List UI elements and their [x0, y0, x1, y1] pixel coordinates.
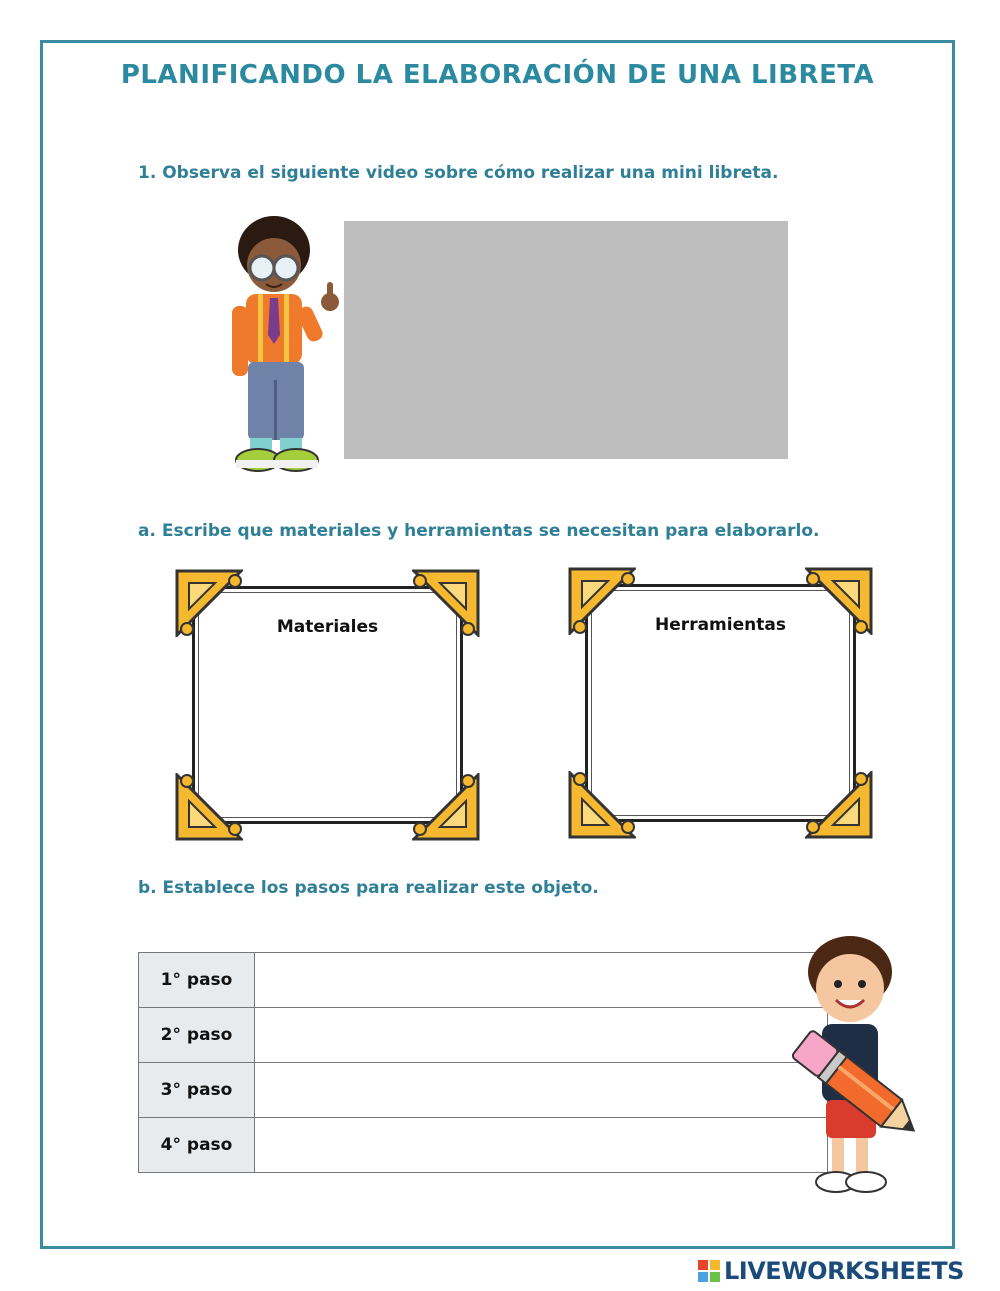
tools-box[interactable] — [568, 567, 873, 839]
table-row — [139, 953, 828, 1008]
materials-box[interactable] — [175, 569, 480, 841]
boy-with-pencil-illustration — [770, 932, 930, 1197]
brand-footer — [698, 1256, 964, 1286]
step-label: 4° paso — [139, 1118, 255, 1173]
corner-ornament-icon — [568, 771, 636, 839]
liveworksheets-logo-icon — [698, 1260, 720, 1282]
boy-pointing-illustration — [228, 210, 340, 485]
page-title: PLANIFICANDO LA ELABORACIÓN DE UNA LIBRETA — [120, 60, 875, 90]
video-placeholder[interactable] — [344, 221, 788, 459]
step-label: 1° paso — [139, 953, 255, 1008]
corner-ornament-icon — [805, 771, 873, 839]
table-row — [139, 1063, 828, 1118]
step-answer-field[interactable] — [255, 1063, 828, 1118]
instruction-video: 1. Observa el siguiente video sobre cómo realizar una mini libreta. — [138, 163, 779, 183]
tools-label: Herramientas — [655, 615, 786, 635]
step-label: 2° paso — [139, 1008, 255, 1063]
step-answer-field[interactable] — [255, 1118, 828, 1173]
instruction-materials: a. Escribe que materiales y herramientas se necesitan para elaborarlo. — [138, 521, 820, 541]
instruction-steps: b. Establece los pasos para realizar este objeto. — [138, 878, 599, 898]
corner-ornament-icon — [175, 773, 243, 841]
corner-ornament-icon — [412, 773, 480, 841]
table-row — [139, 1008, 828, 1063]
step-label: 3° paso — [139, 1063, 255, 1118]
steps-table — [138, 952, 828, 1173]
brand-name: LIVEWORKSHEETS — [724, 1257, 964, 1285]
materials-label: Materiales — [276, 617, 379, 637]
step-answer-field[interactable] — [255, 953, 828, 1008]
table-row — [139, 1118, 828, 1173]
step-answer-field[interactable] — [255, 1008, 828, 1063]
